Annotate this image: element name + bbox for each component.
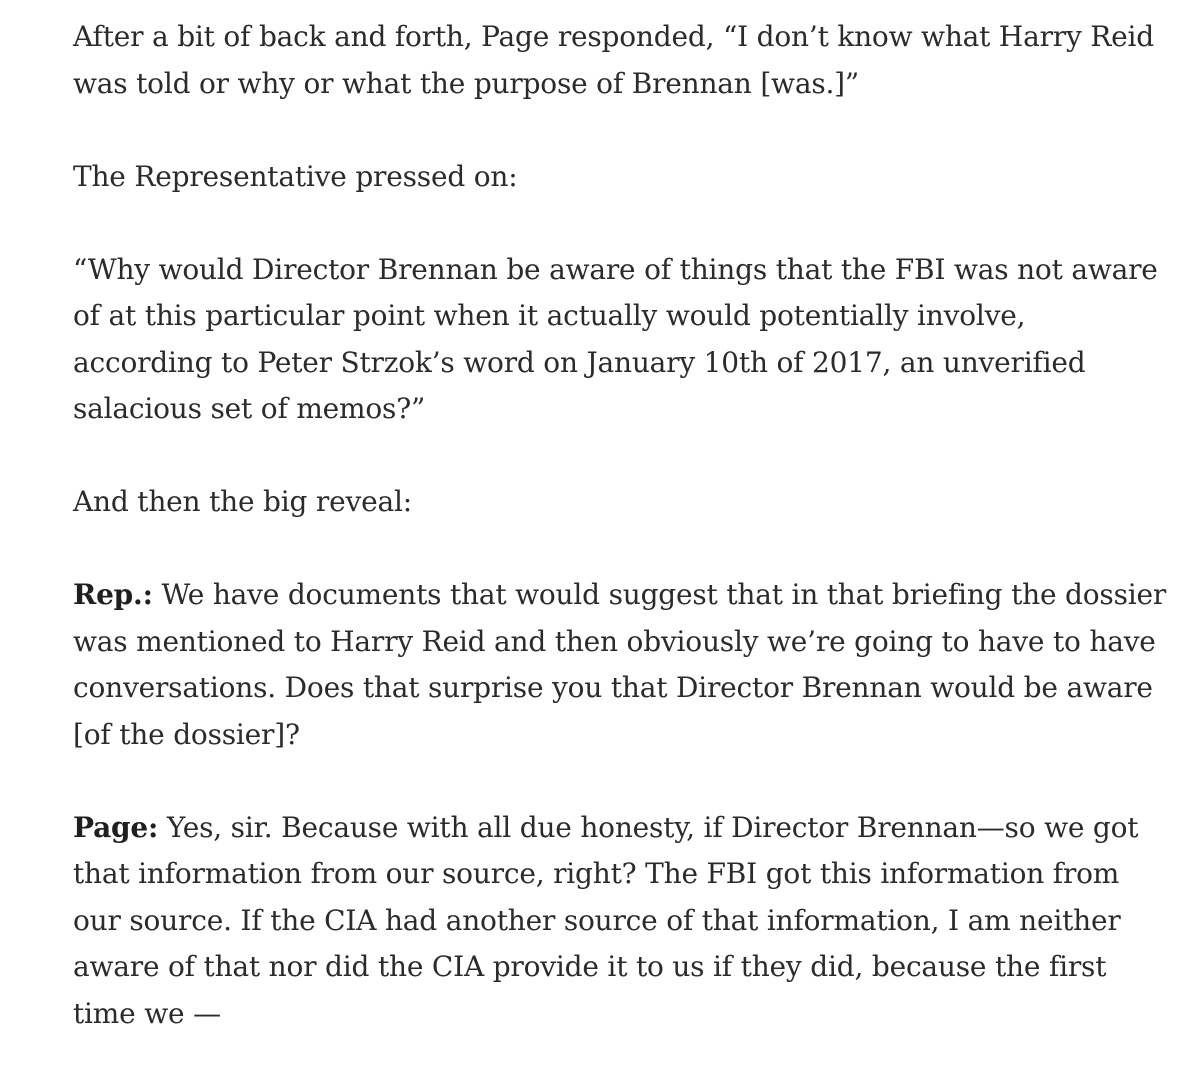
- paragraph-big-reveal: And then the big reveal:: [73, 485, 412, 518]
- speaker-label-rep: Rep.:: [73, 578, 153, 611]
- transcript-page: [73, 805, 1173, 1038]
- paragraph-representative-pressed: The Representative pressed on:: [73, 159, 518, 193]
- transcript-rep: [73, 572, 1173, 758]
- paragraph-page-response: After a bit of back and forth, Page responded, “I don’t know what Harry Reid was told or why or what the purpose of Brennan [was.]”: [73, 20, 1155, 100]
- paragraph-representative-quote: “Why would Director Brennan be aware of things that the FBI was not aware of at this particular point when it actually would potentially involve, according to Peter Strzok’s word on January 10th of 2017, an unverified salacious set of memos?”: [73, 252, 1158, 425]
- transcript-page-text: Yes, sir. Because with all due honesty, if Director Brennan—so we got that information from our source, right? The FBI got this information from our source. If the CIA had another source of that information, I am neither aware of that nor did the CIA provide it to us if they did, because the first time we —: [73, 810, 1139, 1030]
- speaker-label-page: Page:: [73, 810, 159, 844]
- transcript-rep-text: We have documents that would suggest that in that briefing the dossier was mentioned to Harry Reid and then obviously we’re going to have to have conversations. Does that surprise you that Director Brennan would be aware [of the dossier]?: [73, 578, 1167, 751]
- article-body: [73, 14, 1173, 1084]
